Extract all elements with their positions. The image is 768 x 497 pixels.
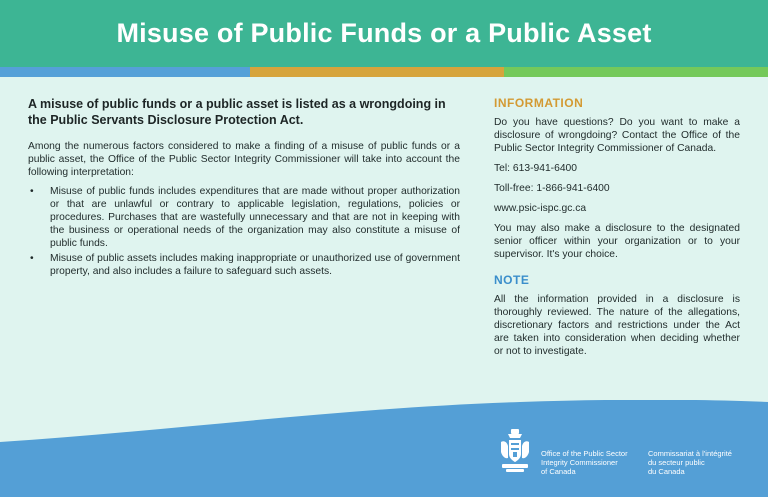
information-heading: INFORMATION <box>494 96 584 110</box>
stripe-gold <box>250 67 504 77</box>
list-item: • Misuse of public assets includes making inappropriate or unauthorized use of government property, and also includes a failure to safeguard such assets. <box>30 253 460 277</box>
note-text: All the information provided in a disclosure is thoroughly reviewed. The nature of the allegations, discretionary factors and restrictions under the Act are taken into consideration when deciding whether or not to investigate. <box>494 294 740 357</box>
page-header <box>0 0 768 67</box>
tollfree-number: Toll-free: 1-866-941-6400 <box>494 183 610 194</box>
coat-of-arms-icon <box>498 428 532 474</box>
lead-statement: A misuse of public funds or a public asset is listed as a wrongdoing in the Public Servants Disclosure Protection Act. <box>28 97 446 127</box>
note-heading: NOTE <box>494 273 530 287</box>
interpretation-list <box>28 185 460 278</box>
page-title: Misuse of Public Funds or a Public Asset <box>116 18 652 48</box>
organization-name-english: Office of the Public Sector Integrity Commissioner of Canada <box>541 449 628 476</box>
telephone-number: Tel: 613-941-6400 <box>494 163 578 174</box>
stripe-green <box>504 67 768 77</box>
information-questions: Do you have questions? Do you want to make a disclosure of wrongdoing? Contact the Office of the Public Sector Integrity Commissioner of Canada. <box>494 117 740 154</box>
sidebar <box>494 96 740 365</box>
website-link[interactable]: www.psic-ispc.gc.ca <box>494 203 587 214</box>
organization-name-french: Commissariat à l'intégrité du secteur public du Canada <box>648 449 732 476</box>
stripe-blue <box>0 67 250 77</box>
bullet-icon: • <box>30 253 34 264</box>
main-content <box>28 96 460 280</box>
bullet-icon: • <box>30 186 34 197</box>
list-item: • Misuse of public funds includes expenditures that are made without proper authorization or that are unlawful or contrary to applicable legislation, regulations, policies or procedures. Purchases that are wastefully unnecessary and that are not in keeping with the business or operational needs of the organization may also constitute a misuse of public funds. <box>30 186 460 249</box>
intro-paragraph: Among the numerous factors considered to make a finding of a misuse of public funds or a public asset, the Office of the Public Sector Integrity Commissioner will take into account the following interpretation: <box>28 141 460 178</box>
information-alternative: You may also make a disclosure to the designated senior officer within your organization or to your supervisor. It's your choice. <box>494 223 740 260</box>
